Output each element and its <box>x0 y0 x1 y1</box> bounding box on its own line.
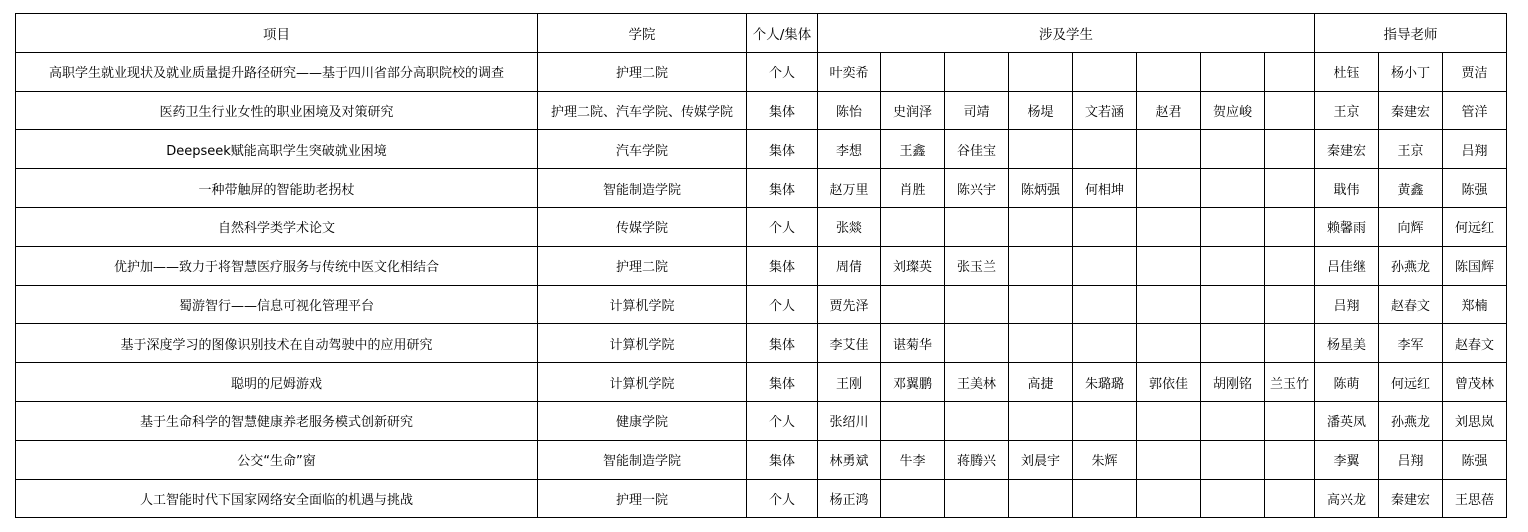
student-cell: 王美林 <box>945 363 1009 402</box>
table-row <box>16 479 1507 518</box>
teacher-cell: 吕翔 <box>1379 440 1443 479</box>
table-row <box>16 130 1507 169</box>
student-cell: 王刚 <box>818 363 881 402</box>
header-teachers: 指导老师 <box>1315 14 1507 53</box>
student-cell <box>1201 401 1265 440</box>
student-cell: 张绍川 <box>818 401 881 440</box>
student-cell: 郭依佳 <box>1137 363 1201 402</box>
header-college: 学院 <box>538 14 747 53</box>
student-cell <box>1009 401 1073 440</box>
type-cell: 个人 <box>747 207 818 246</box>
header-row <box>16 14 1507 53</box>
student-cell <box>1137 130 1201 169</box>
student-cell: 司靖 <box>945 91 1009 130</box>
student-cell <box>945 479 1009 518</box>
student-cell <box>881 401 945 440</box>
student-cell <box>881 52 945 91</box>
student-cell: 朱辉 <box>1073 440 1137 479</box>
student-cell: 谷佳宝 <box>945 130 1009 169</box>
project-cell: Deepseek赋能高职学生突破就业困境 <box>16 130 538 169</box>
teacher-cell: 孙燕龙 <box>1379 246 1443 285</box>
college-cell: 智能制造学院 <box>538 169 747 208</box>
student-cell <box>1201 246 1265 285</box>
teacher-cell: 向辉 <box>1379 207 1443 246</box>
teacher-cell: 陈强 <box>1443 440 1507 479</box>
teacher-cell: 王思蓓 <box>1443 479 1507 518</box>
table-row <box>16 91 1507 130</box>
student-cell <box>1265 169 1315 208</box>
student-cell: 朱璐璐 <box>1073 363 1137 402</box>
teacher-cell: 管洋 <box>1443 91 1507 130</box>
teacher-cell: 王京 <box>1379 130 1443 169</box>
project-cell: 一种带触屏的智能助老拐杖 <box>16 169 538 208</box>
student-cell <box>945 324 1009 363</box>
student-cell <box>1265 440 1315 479</box>
student-cell <box>1137 479 1201 518</box>
student-cell <box>1137 169 1201 208</box>
header-students: 涉及学生 <box>818 14 1315 53</box>
student-cell <box>881 207 945 246</box>
student-cell <box>1073 130 1137 169</box>
student-cell <box>1265 91 1315 130</box>
student-cell: 李想 <box>818 130 881 169</box>
teacher-cell: 吕翔 <box>1443 130 1507 169</box>
teacher-cell: 曾茂林 <box>1443 363 1507 402</box>
student-cell <box>1009 285 1073 324</box>
student-cell <box>1201 324 1265 363</box>
student-cell: 赵君 <box>1137 91 1201 130</box>
student-cell <box>881 479 945 518</box>
student-cell <box>1073 401 1137 440</box>
project-cell: 基于生命科学的智慧健康养老服务模式创新研究 <box>16 401 538 440</box>
type-cell: 集体 <box>747 363 818 402</box>
student-cell: 林勇斌 <box>818 440 881 479</box>
table-row <box>16 440 1507 479</box>
header-type: 个人/集体 <box>747 14 818 53</box>
student-cell: 李艾佳 <box>818 324 881 363</box>
table-row <box>16 285 1507 324</box>
table-row <box>16 246 1507 285</box>
teacher-cell: 何远红 <box>1443 207 1507 246</box>
type-cell: 个人 <box>747 479 818 518</box>
type-cell: 集体 <box>747 130 818 169</box>
college-cell: 护理二院 <box>538 52 747 91</box>
student-cell <box>1009 130 1073 169</box>
student-cell: 杨堤 <box>1009 91 1073 130</box>
project-cell: 人工智能时代下国家网络安全面临的机遇与挑战 <box>16 479 538 518</box>
teacher-cell: 杜钰 <box>1315 52 1379 91</box>
student-cell: 陈炳强 <box>1009 169 1073 208</box>
student-cell <box>881 285 945 324</box>
teacher-cell: 李翼 <box>1315 440 1379 479</box>
teacher-cell: 杨小丁 <box>1379 52 1443 91</box>
table-body <box>16 52 1507 518</box>
teacher-cell: 高兴龙 <box>1315 479 1379 518</box>
teacher-cell: 赖馨雨 <box>1315 207 1379 246</box>
teacher-cell: 潘英凤 <box>1315 401 1379 440</box>
student-cell: 史润泽 <box>881 91 945 130</box>
college-cell: 计算机学院 <box>538 363 747 402</box>
student-cell <box>1265 130 1315 169</box>
student-cell <box>1073 246 1137 285</box>
student-cell <box>1073 285 1137 324</box>
student-cell: 赵万里 <box>818 169 881 208</box>
student-cell: 杨正鸿 <box>818 479 881 518</box>
student-cell <box>1201 130 1265 169</box>
header-project: 项目 <box>16 14 538 53</box>
student-cell <box>1265 401 1315 440</box>
student-cell <box>945 401 1009 440</box>
student-cell <box>1009 479 1073 518</box>
teacher-cell: 陈国辉 <box>1443 246 1507 285</box>
student-cell <box>1265 52 1315 91</box>
teacher-cell: 赵春文 <box>1443 324 1507 363</box>
student-cell <box>1073 207 1137 246</box>
project-cell: 自然科学类学术论文 <box>16 207 538 246</box>
project-cell: 公交“生命”窗 <box>16 440 538 479</box>
student-cell: 邓翼鹏 <box>881 363 945 402</box>
student-cell <box>1137 285 1201 324</box>
teacher-cell: 李军 <box>1379 324 1443 363</box>
student-cell: 何相坤 <box>1073 169 1137 208</box>
student-cell <box>1265 246 1315 285</box>
student-cell <box>1137 440 1201 479</box>
table-row <box>16 324 1507 363</box>
student-cell <box>1073 324 1137 363</box>
student-cell <box>945 207 1009 246</box>
type-cell: 个人 <box>747 285 818 324</box>
college-cell: 护理二院 <box>538 246 747 285</box>
teacher-cell: 陈萌 <box>1315 363 1379 402</box>
student-cell: 周倩 <box>818 246 881 285</box>
student-cell <box>1137 246 1201 285</box>
student-cell: 刘璨英 <box>881 246 945 285</box>
college-cell: 传媒学院 <box>538 207 747 246</box>
student-cell <box>1201 207 1265 246</box>
college-cell: 护理一院 <box>538 479 747 518</box>
student-cell: 张燚 <box>818 207 881 246</box>
student-cell <box>1137 52 1201 91</box>
type-cell: 集体 <box>747 324 818 363</box>
student-cell <box>1201 440 1265 479</box>
student-cell <box>1009 52 1073 91</box>
type-cell: 集体 <box>747 91 818 130</box>
teacher-cell: 秦建宏 <box>1315 130 1379 169</box>
student-cell <box>1201 479 1265 518</box>
teacher-cell: 秦建宏 <box>1379 479 1443 518</box>
teacher-cell: 王京 <box>1315 91 1379 130</box>
project-cell: 优护加——致力于将智慧医疗服务与传统中医文化相结合 <box>16 246 538 285</box>
college-cell: 智能制造学院 <box>538 440 747 479</box>
student-cell: 贺应峻 <box>1201 91 1265 130</box>
table-row <box>16 401 1507 440</box>
college-cell: 汽车学院 <box>538 130 747 169</box>
student-cell: 叶奕希 <box>818 52 881 91</box>
student-cell <box>1073 479 1137 518</box>
type-cell: 集体 <box>747 246 818 285</box>
student-cell: 兰玉竹 <box>1265 363 1315 402</box>
student-cell: 文若涵 <box>1073 91 1137 130</box>
student-cell: 张玉兰 <box>945 246 1009 285</box>
project-cell: 医药卫生行业女性的职业困境及对策研究 <box>16 91 538 130</box>
type-cell: 个人 <box>747 401 818 440</box>
student-cell: 刘晨宇 <box>1009 440 1073 479</box>
teacher-cell: 吕佳继 <box>1315 246 1379 285</box>
teacher-cell: 秦建宏 <box>1379 91 1443 130</box>
table-row <box>16 169 1507 208</box>
teacher-cell: 孙燕龙 <box>1379 401 1443 440</box>
student-cell <box>1137 207 1201 246</box>
student-cell <box>1201 52 1265 91</box>
teacher-cell: 贾洁 <box>1443 52 1507 91</box>
teacher-cell: 郑楠 <box>1443 285 1507 324</box>
teacher-cell: 戢伟 <box>1315 169 1379 208</box>
student-cell: 高捷 <box>1009 363 1073 402</box>
student-cell <box>1265 324 1315 363</box>
table-row <box>16 363 1507 402</box>
student-cell: 肖胜 <box>881 169 945 208</box>
table-row <box>16 52 1507 91</box>
project-cell: 蜀游智行——信息可视化管理平台 <box>16 285 538 324</box>
teacher-cell: 陈强 <box>1443 169 1507 208</box>
teacher-cell: 何远红 <box>1379 363 1443 402</box>
teacher-cell: 刘思岚 <box>1443 401 1507 440</box>
college-cell: 健康学院 <box>538 401 747 440</box>
table-row <box>16 207 1507 246</box>
student-cell: 牛李 <box>881 440 945 479</box>
project-cell: 高职学生就业现状及就业质量提升路径研究——基于四川省部分高职院校的调查 <box>16 52 538 91</box>
project-cell: 基于深度学习的图像识别技术在自动驾驶中的应用研究 <box>16 324 538 363</box>
teacher-cell: 黄鑫 <box>1379 169 1443 208</box>
student-cell <box>1265 285 1315 324</box>
student-cell <box>945 285 1009 324</box>
student-cell: 陈怡 <box>818 91 881 130</box>
student-cell <box>1009 246 1073 285</box>
college-cell: 护理二院、汽车学院、传媒学院 <box>538 91 747 130</box>
student-cell <box>1137 324 1201 363</box>
college-cell: 计算机学院 <box>538 324 747 363</box>
teacher-cell: 杨星美 <box>1315 324 1379 363</box>
project-table <box>15 13 1507 518</box>
student-cell <box>1073 52 1137 91</box>
student-cell <box>1201 285 1265 324</box>
student-cell: 陈兴宇 <box>945 169 1009 208</box>
type-cell: 个人 <box>747 52 818 91</box>
student-cell <box>1009 207 1073 246</box>
teacher-cell: 吕翔 <box>1315 285 1379 324</box>
project-cell: 聪明的尼姆游戏 <box>16 363 538 402</box>
student-cell <box>1265 479 1315 518</box>
student-cell <box>1265 207 1315 246</box>
student-cell <box>1201 169 1265 208</box>
student-cell <box>1137 401 1201 440</box>
student-cell <box>1009 324 1073 363</box>
teacher-cell: 赵春文 <box>1379 285 1443 324</box>
student-cell <box>945 52 1009 91</box>
student-cell: 蒋腾兴 <box>945 440 1009 479</box>
student-cell: 谌菊华 <box>881 324 945 363</box>
student-cell: 胡刚铭 <box>1201 363 1265 402</box>
student-cell: 贾先泽 <box>818 285 881 324</box>
type-cell: 集体 <box>747 440 818 479</box>
college-cell: 计算机学院 <box>538 285 747 324</box>
student-cell: 王鑫 <box>881 130 945 169</box>
type-cell: 集体 <box>747 169 818 208</box>
